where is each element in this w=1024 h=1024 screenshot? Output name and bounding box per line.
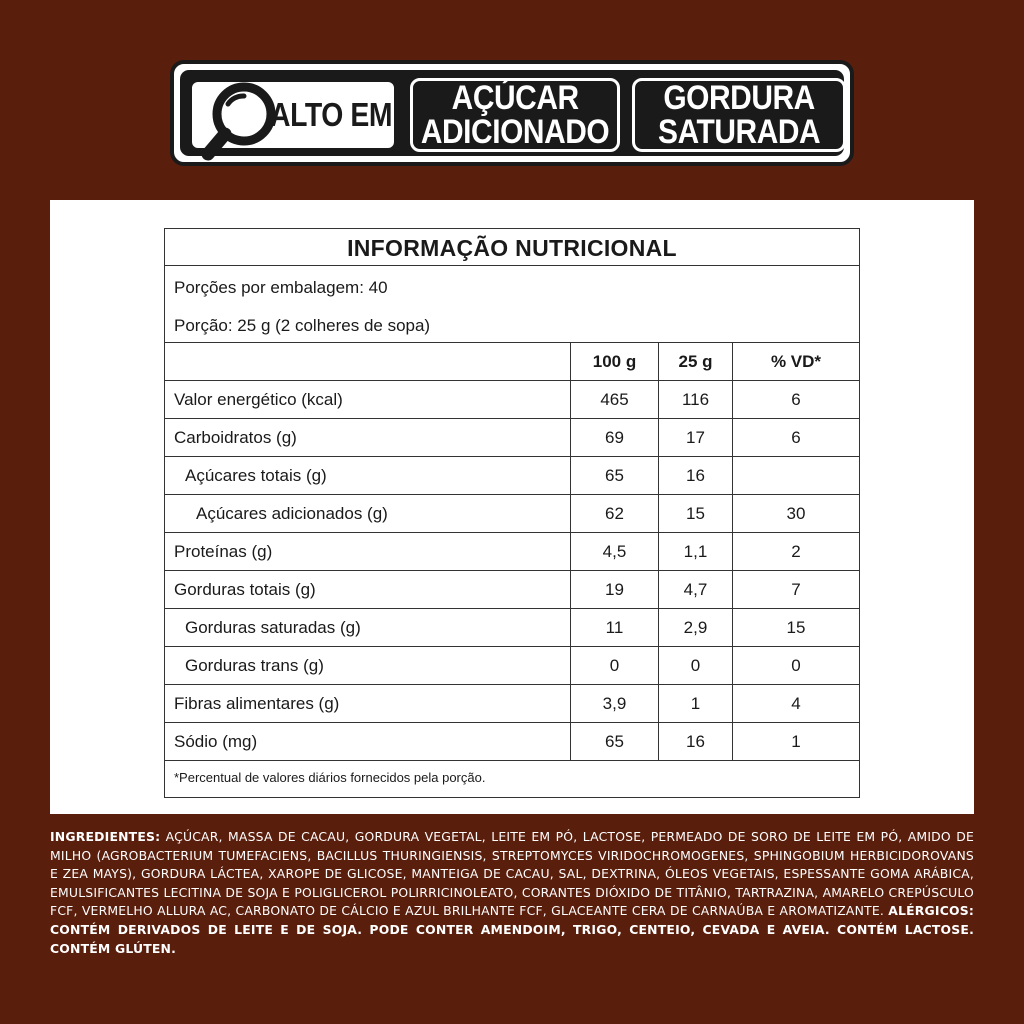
table-row: [165, 571, 859, 609]
value-25g: 4,7: [659, 571, 733, 608]
front-warning-label: [170, 60, 854, 166]
value-vd: 6: [791, 428, 801, 447]
added-sugar-line1: AÇÚCAR: [451, 79, 579, 117]
value-100g: 4,5: [571, 533, 659, 570]
servings-per-package: Porções por embalagem: 40: [174, 278, 388, 297]
table-row: [165, 723, 859, 761]
serving-size: Porção: 25 g (2 colheres de sopa): [174, 316, 431, 335]
header-25g: 25 g: [659, 343, 733, 380]
value-25g: 16: [659, 723, 733, 760]
saturated-fat-line2: SATURADA: [657, 113, 821, 151]
value-100g: 465: [571, 381, 659, 418]
table-row: [165, 685, 859, 723]
value-vd: 15: [786, 618, 806, 637]
value-25g: 0: [659, 647, 733, 684]
portions-block: [165, 266, 859, 343]
saturated-fat-chip: [632, 78, 846, 152]
nutrient-label: Sódio (mg): [165, 723, 571, 760]
nutrient-label: Açúcares adicionados (g): [165, 495, 571, 532]
ingredients-text: [50, 828, 974, 958]
value-25g: 15: [659, 495, 733, 532]
nutrient-label: Valor energético (kcal): [165, 381, 571, 418]
value-25g: 16: [659, 457, 733, 494]
table-title: INFORMAÇÃO NUTRICIONAL: [165, 229, 859, 266]
value-25g: 1,1: [659, 533, 733, 570]
value-100g: 69: [571, 419, 659, 456]
value-25g: 17: [659, 419, 733, 456]
value-100g: 11: [571, 609, 659, 646]
value-100g: 0: [571, 647, 659, 684]
nutrient-label: Carboidratos (g): [165, 419, 571, 456]
table-row: [165, 457, 859, 495]
alto-em-box: [188, 78, 398, 152]
nutrient-label: Gorduras trans (g): [165, 647, 571, 684]
ingredients-list: AÇÚCAR, MASSA DE CACAU, GORDURA VEGETAL, LEITE EM PÓ, LACTOSE, PERMEADO DE SORO DE LEITE EM PÓ, AMIDO DE MILHO (AGROBACTERIUM TUMEFACIENS, BACILLUS THURINGIENSIS, STREPTOMYCES VIRIDOCHROMOGENES, SPHINGOBIUM HERBICIDOROVANS E ZEA MAYS), GORDURA LÁCTEA, XAROPE DE GLICOSE, MANTEIGA DE CACAU, SAL, DEXTRINA, ÓLEOS VEGETAIS, ESPESSANTE GOMA ARÁBICA, EMULSIFICANTES LECITINA DE SOJA E POLIGLICEROL POLIRRICINOLEATO, CORANTES DIÓXIDO DE TITÂNIO, TARTRAZINA, AMARELO CREPÚSCULO FCF, VERMELHO ALLURA AC, CARBONATO DE CÁLCIO E AZUL BRILHANTE FCF, GLACEANTE CERA DE CARNAÚBA E AROMATIZANTE.: [50, 829, 974, 919]
value-25g: 1: [659, 685, 733, 722]
table-row: [165, 609, 859, 647]
table-row: [165, 419, 859, 457]
table-row: [165, 533, 859, 571]
value-100g: 3,9: [571, 685, 659, 722]
value-100g: 19: [571, 571, 659, 608]
nutrition-table: [164, 228, 860, 798]
nutrient-label: Fibras alimentares (g): [165, 685, 571, 722]
value-vd: 30: [786, 504, 806, 523]
value-vd: 4: [791, 694, 801, 713]
value-vd: 0: [791, 656, 801, 675]
header-vd: % VD*: [770, 352, 822, 371]
header-blank: [165, 343, 571, 380]
table-row: [165, 381, 859, 419]
nutrient-label: Proteínas (g): [165, 533, 571, 570]
table-row: [165, 495, 859, 533]
value-vd: 6: [791, 390, 801, 409]
added-sugar-chip: [410, 78, 620, 152]
ingredients-label: INGREDIENTES:: [50, 829, 161, 844]
value-100g: 65: [571, 457, 659, 494]
value-vd: [733, 457, 859, 494]
table-row: [165, 647, 859, 685]
allergens-statement: ALÉRGICOS: CONTÉM DERIVADOS DE LEITE E DE SOJA. PODE CONTER AMENDOIM, TRIGO, CENTEIO, CEVADA E AVEIA. CONTÉM LACTOSE. CONTÉM GLÚTEN.: [50, 903, 974, 956]
nutrition-panel: [50, 200, 974, 814]
value-vd: 2: [791, 542, 801, 561]
table-header-row: [165, 343, 859, 381]
added-sugar-line2: ADICIONADO: [420, 113, 610, 151]
alto-em-text: ALTO EM: [270, 96, 393, 133]
warning-frame: [180, 70, 844, 156]
nutrient-label: Açúcares totais (g): [165, 457, 571, 494]
value-100g: 62: [571, 495, 659, 532]
value-vd: 1: [791, 732, 801, 751]
value-25g: 2,9: [659, 609, 733, 646]
header-100g: 100 g: [571, 343, 659, 380]
nutrient-label: Gorduras saturadas (g): [165, 609, 571, 646]
value-25g: 116: [659, 381, 733, 418]
nutrient-label: Gorduras totais (g): [165, 571, 571, 608]
saturated-fat-line1: GORDURA: [663, 79, 815, 117]
value-vd: 7: [791, 580, 801, 599]
table-footnote: *Percentual de valores diários fornecidos pela porção.: [174, 770, 486, 785]
value-100g: 65: [571, 723, 659, 760]
